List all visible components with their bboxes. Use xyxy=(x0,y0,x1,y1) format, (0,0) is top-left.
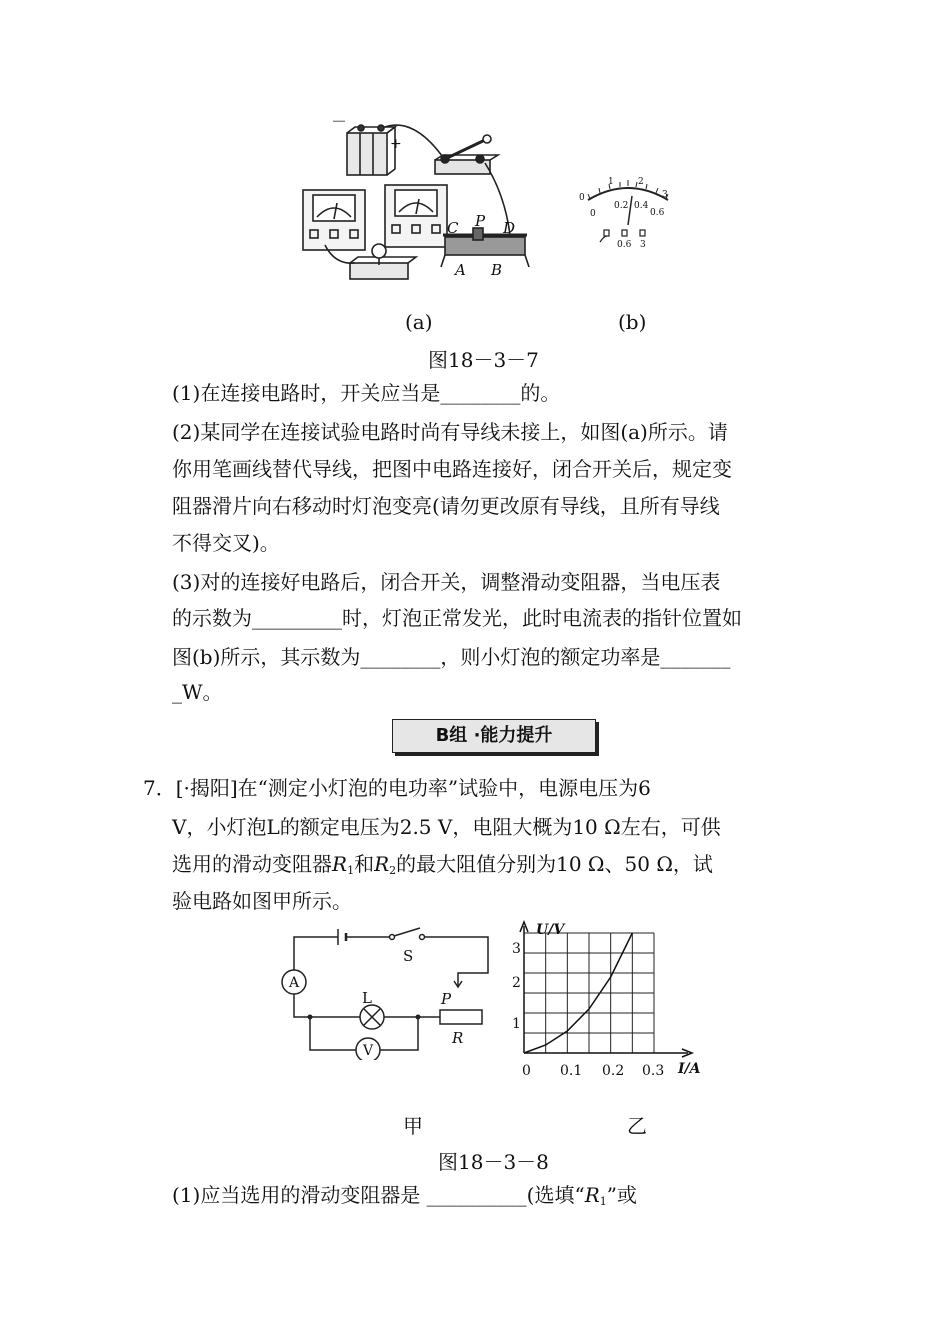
ammeter-dial-b xyxy=(570,170,680,255)
ammeter-top-tick-2: 2 xyxy=(638,177,644,187)
ammeter-needle xyxy=(628,196,632,225)
q7-line3-a: 选用的滑动变阻器 xyxy=(172,852,332,876)
rheostat-label: R xyxy=(452,1029,464,1047)
rheostat-label-c: C xyxy=(447,219,459,237)
q7-r2-sub: 2 xyxy=(389,864,397,877)
voltmeter-label: V xyxy=(363,1043,374,1059)
q7-part1-r: R xyxy=(584,1183,600,1207)
ammeter-bottom-tick-2: 0.4 xyxy=(634,201,649,211)
q6-part2-line2: 你用笔画线替代导线，把图中电路连接好，闭合开关后，规定变 xyxy=(172,457,732,481)
q7-line2: V，小灯泡L的额定电压为2.5 V，电阻大概为10 Ω左右，可供 xyxy=(172,815,721,839)
ammeter-bottom-tick-0: 0 xyxy=(590,209,596,219)
q6-part2-line4: 不得交叉)。 xyxy=(172,531,280,555)
figure-b-caption: (b) xyxy=(618,310,647,334)
q7-part1 xyxy=(172,1183,637,1214)
q6-part3-line1: (3)对的连接好电路后，闭合开关，调整滑动变阻器，当电压表 xyxy=(172,570,721,594)
circuit-diagram-a xyxy=(295,115,535,290)
ammeter-top-tick-1: 1 xyxy=(608,177,614,187)
q6-part1: (1)在连接电路时，开关应当是________的。 xyxy=(172,381,561,405)
q7-line4: 验电路如图甲所示。 xyxy=(172,889,352,913)
chart-ytick-3: 3 xyxy=(512,941,521,957)
slider-label: P xyxy=(441,990,452,1008)
chart-ylabel: U/V xyxy=(536,922,565,938)
rheostat-label-a: A xyxy=(455,261,466,279)
chart-xtick-2: 0.2 xyxy=(602,1063,625,1079)
figure-yi-caption: 乙 xyxy=(627,1114,647,1138)
rheostat-label-b: B xyxy=(491,261,503,279)
chart-xtick-3: 0.3 xyxy=(642,1063,665,1079)
q7-r1-sub: 1 xyxy=(347,864,355,877)
section-banner: B组 ·能力提升 xyxy=(392,719,596,753)
u-i-chart xyxy=(500,918,720,1083)
q7-r2: R xyxy=(374,852,390,876)
ammeter-bottom-tick-3: 0.6 xyxy=(650,208,665,218)
ammeter-terminal-06: 0.6 xyxy=(617,240,632,250)
figure-18-3-8-caption: 图18－3－8 xyxy=(438,1150,549,1174)
figure-18-3-7-caption: 图18－3－7 xyxy=(428,348,539,372)
q6-part3-line3: 图(b)所示，其示数为________，则小灯泡的额定功率是_______ xyxy=(172,645,731,669)
ammeter-device-icon xyxy=(303,190,365,250)
switch-label: S xyxy=(403,947,414,965)
rheostat-r-icon xyxy=(440,1010,482,1024)
q7-line3-c: 的最大阻值分别为10 Ω、50 Ω，试 xyxy=(396,852,713,876)
q6-part3-line4: _W。 xyxy=(172,680,223,704)
q7-part1-a: (1)应当选用的滑动变阻器是 __________(选填“ xyxy=(172,1183,585,1207)
ammeter-bottom-tick-1: 0.2 xyxy=(614,201,629,211)
voltmeter-device-icon xyxy=(385,185,447,247)
chart-xtick-1: 0.1 xyxy=(560,1063,583,1079)
rheostat-label-p: P xyxy=(475,212,486,230)
ammeter-terminal-3: 3 xyxy=(640,240,646,250)
q7-line3 xyxy=(172,852,713,883)
chart-xlabel: I/A xyxy=(678,1061,701,1077)
q7-part1-r-sub: 1 xyxy=(599,1195,607,1208)
q7-line3-b: 和 xyxy=(354,852,375,876)
battery-icon xyxy=(347,125,395,175)
ammeter-top-tick-3: 3 xyxy=(662,190,668,200)
q7-part1-b: ”或 xyxy=(606,1183,638,1207)
battery-plus-label: + xyxy=(390,136,402,152)
rheostat-label-d: D xyxy=(503,219,516,237)
q6-part2-line3: 阻器滑片向右移动时灯泡变亮(请勿更改原有导线，且所有导线 xyxy=(172,494,720,518)
switch-s-icon xyxy=(394,928,420,936)
q6-part2-line1: (2)某同学在连接试验电路时尚有导线未接上，如图(a)所示。请 xyxy=(172,420,728,444)
figure-a-caption: (a) xyxy=(405,310,433,334)
chart-xtick-0: 0 xyxy=(522,1063,531,1079)
chart-ytick-1: 1 xyxy=(512,1016,521,1032)
chart-ytick-2: 2 xyxy=(512,975,521,991)
ammeter-top-tick-0: 0 xyxy=(579,193,585,203)
battery-minus-label: － xyxy=(331,115,348,131)
q7-line1: 7．[·揭阳]在“测定小灯泡的电功率”试验中，电源电压为6 xyxy=(143,776,651,800)
circuit-diagram-jia xyxy=(270,925,500,1060)
lamp-label: L xyxy=(362,989,372,1007)
q6-part3-line2: 的示数为_________时，灯泡正常发光，此时电流表的指针位置如 xyxy=(172,606,742,630)
ammeter-label: A xyxy=(289,975,300,991)
figure-jia-caption: 甲 xyxy=(403,1114,423,1138)
q7-r1: R xyxy=(332,852,348,876)
